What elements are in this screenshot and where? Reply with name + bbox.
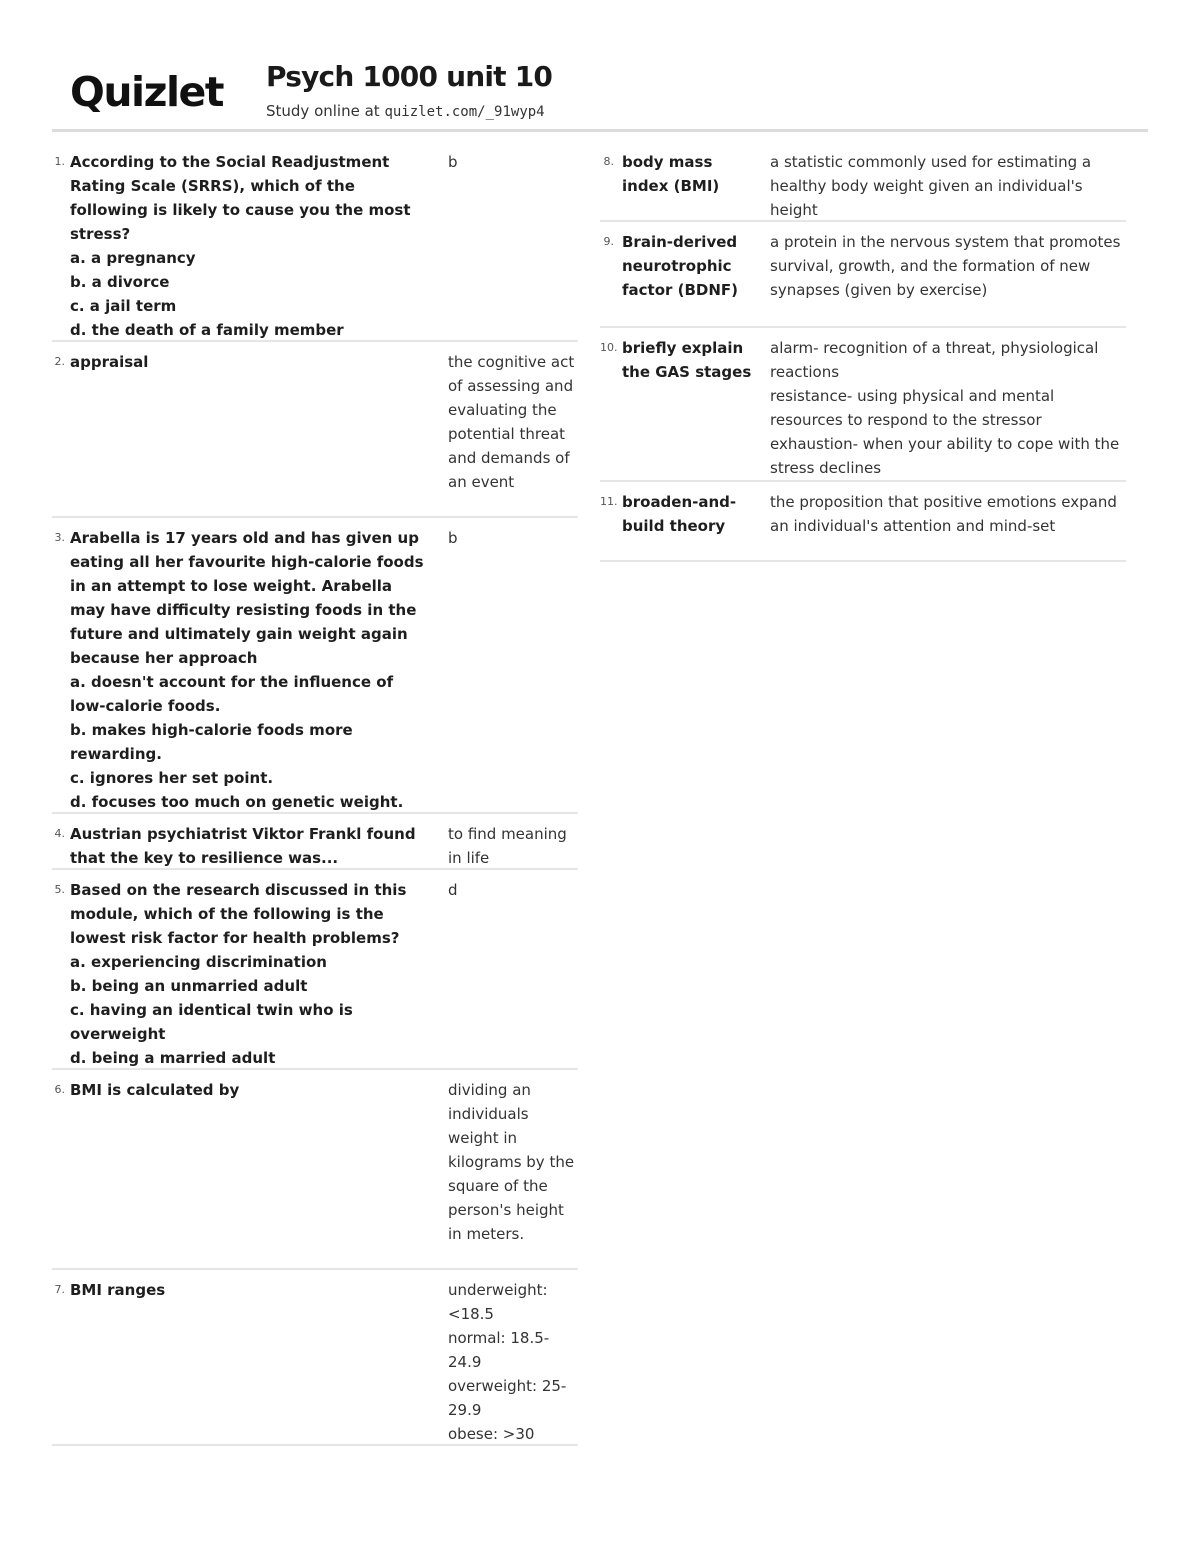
flashcard-10 <box>600 336 1126 482</box>
card-number: 1. <box>54 155 65 168</box>
page-header <box>70 56 1150 126</box>
card-term: Based on the research discussed in this module, which of the following is the lowest risk factor for health problems? a. experiencing discrimination b. being an unmarried adult c. having an identical twin who is overweight d. being a married adult <box>70 881 407 1067</box>
card-definition: the cognitive act of assessing and evaluating the potential threat and demands of an event <box>448 353 575 491</box>
card-number: 8. <box>603 155 614 168</box>
card-number: 2. <box>54 355 65 368</box>
flashcard-5 <box>52 878 578 1070</box>
flashcard-2 <box>52 350 578 518</box>
card-definition: underweight: <18.5 normal: 18.5-24.9 overweight: 25-29.9 obese: >30 <box>448 1281 567 1443</box>
card-term: According to the Social Readjustment Rating Scale (SRRS), which of the following is likely to cause you the most stress? a. a pregnancy b. a divorce c. a jail term d. the death of a family member <box>70 153 411 339</box>
card-number: 4. <box>54 827 65 840</box>
card-definition: to find meaning in life <box>448 825 567 867</box>
card-term: Brain-derived neurotrophic factor (BDNF) <box>622 233 739 299</box>
flashcard-11 <box>600 490 1126 562</box>
flashcard-1 <box>52 150 578 342</box>
card-number: 9. <box>603 235 614 248</box>
left-column <box>52 150 578 1454</box>
subtitle-prefix: Study online at <box>266 102 385 120</box>
card-term: Austrian psychiatrist Viktor Frankl found that the key to resilience was... <box>70 825 416 867</box>
card-term: broaden-and-build theory <box>622 493 737 535</box>
card-definition: b <box>448 153 458 171</box>
right-column <box>600 150 1126 570</box>
card-definition: the proposition that positive emotions expand an individual's attention and mind-set <box>770 493 1117 535</box>
page-subtitle <box>266 102 545 120</box>
card-term: body mass index (BMI) <box>622 153 720 195</box>
card-term: briefly explain the GAS stages <box>622 339 752 381</box>
header-divider <box>52 129 1148 132</box>
flashcard-8 <box>600 150 1126 222</box>
card-number: 7. <box>54 1283 65 1296</box>
card-number: 10. <box>600 341 618 354</box>
flashcard-6 <box>52 1078 578 1270</box>
quizlet-logo: Quizlet <box>70 68 223 116</box>
set-url[interactable]: quizlet.com/_91wyp4 <box>384 104 545 120</box>
card-definition: b <box>448 529 458 547</box>
flashcard-9 <box>600 230 1126 328</box>
card-term: Arabella is 17 years old and has given up eating all her favourite high-calorie foods in an attempt to lose weight. Arabella may have difficulty resisting foods in the future and ultimately gain weight again because her approach a. doesn't account for the influence of low-calorie foods. b. makes high-calorie foods more rewarding. c. ignores her set point. d. focuses too much on genetic weight. <box>70 529 424 811</box>
card-definition: a protein in the nervous system that promotes survival, growth, and the formation of new synapses (given by exercise) <box>770 233 1121 299</box>
card-number: 5. <box>54 883 65 896</box>
page-title: Psych 1000 unit 10 <box>266 60 553 93</box>
card-number: 11. <box>600 495 618 508</box>
card-definition: a statistic commonly used for estimating a healthy body weight given an individual's height <box>770 153 1092 219</box>
flashcard-4 <box>52 822 578 870</box>
card-number: 6. <box>54 1083 65 1096</box>
flashcard-7 <box>52 1278 578 1446</box>
card-term: BMI ranges <box>70 1281 166 1299</box>
card-definition: alarm- recognition of a threat, physiological reactions resistance- using physical and mental resources to respond to the stressor exhaustion- when your ability to cope with the stress declines <box>770 339 1120 477</box>
card-definition: dividing an individuals weight in kilograms by the square of the person's height in meters. <box>448 1081 575 1243</box>
flashcard-3 <box>52 526 578 814</box>
card-term: appraisal <box>70 353 149 371</box>
card-term: BMI is calculated by <box>70 1081 240 1099</box>
card-definition: d <box>448 881 458 899</box>
card-number: 3. <box>54 531 65 544</box>
